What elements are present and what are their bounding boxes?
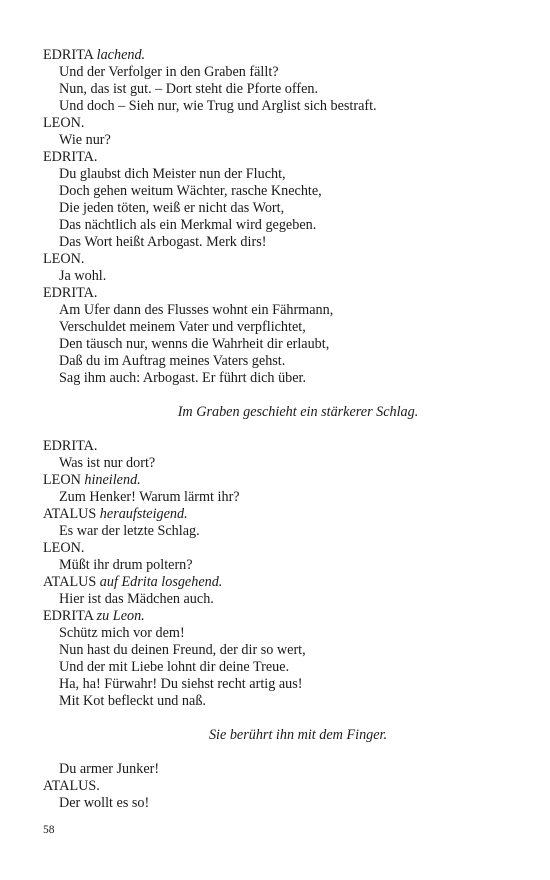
speaker-name: ATALUS. xyxy=(43,778,100,794)
verse-line: Nun hast du deinen Freund, der dir so wert, xyxy=(59,642,306,658)
verse-line: Ja wohl. xyxy=(59,268,107,284)
speaker-name: EDRITA. xyxy=(43,285,98,301)
speaker-line xyxy=(43,285,513,302)
verse-line: Doch gehen weitum Wächter, rasche Knechte, xyxy=(59,183,322,199)
speaker-line xyxy=(43,540,513,557)
speaker-name: ATALUS xyxy=(43,506,97,522)
verse-line: Du glaubst dich Meister nun der Flucht, xyxy=(59,166,286,182)
verse-line: Schütz mich vor dem! xyxy=(59,625,185,641)
speaker-line xyxy=(43,115,513,132)
speaker-name: ATALUS xyxy=(43,574,97,590)
drama-text xyxy=(43,47,513,812)
speaker-line xyxy=(43,506,513,523)
verse-line: Das Wort heißt Arbogast. Merk dirs! xyxy=(59,234,267,250)
verse-line: Was ist nur dort? xyxy=(59,455,156,471)
speaker-line xyxy=(43,438,513,455)
verse-line: Verschuldet meinem Vater und verpflichtet, xyxy=(59,319,306,335)
verse-line: Und der Verfolger in den Graben fällt? xyxy=(59,64,279,80)
verse-line: Es war der letzte Schlag. xyxy=(59,523,200,539)
speaker-name: EDRITA xyxy=(43,47,94,63)
speaker-name: EDRITA xyxy=(43,608,94,624)
verse-line: Und doch – Sieh nur, wie Trug und Arglist sich bestraft. xyxy=(59,98,377,114)
stage-direction-line: Sie berührt ihn mit dem Finger. xyxy=(208,727,388,743)
speaker-name: LEON xyxy=(43,472,81,488)
speaker-line xyxy=(43,608,513,625)
verse-line: Wie nur? xyxy=(59,132,111,148)
spacer xyxy=(43,387,513,404)
verse-line: Die jeden töten, weiß er nicht das Wort, xyxy=(59,200,285,216)
spacer xyxy=(43,744,513,761)
speaker-name: EDRITA. xyxy=(43,149,98,165)
page-number: 58 xyxy=(43,824,55,836)
verse-line: Der wollt es so! xyxy=(59,795,150,811)
stage-direction: auf Edrita losgehend. xyxy=(99,574,223,590)
stage-direction: zu Leon. xyxy=(96,608,145,624)
speaker-name: LEON. xyxy=(43,540,85,556)
stage-direction: lachend. xyxy=(96,47,146,63)
verse-line: Und der mit Liebe lohnt dir deine Treue. xyxy=(59,659,290,675)
speaker-line xyxy=(43,251,513,268)
verse-line: Das nächtlich als ein Merkmal wird gegeben. xyxy=(59,217,317,233)
verse-line: Daß du im Auftrag meines Vaters gehst. xyxy=(59,353,286,369)
speaker-name: LEON. xyxy=(43,115,85,131)
verse-line: Am Ufer dann des Flusses wohnt ein Fährmann, xyxy=(59,302,334,318)
speaker-line xyxy=(43,47,513,64)
verse-line: Zum Henker! Warum lärmt ihr? xyxy=(59,489,240,505)
verse-line: Den täusch nur, wenns die Wahrheit dir erlaubt, xyxy=(59,336,330,352)
stage-direction-line: Im Graben geschieht ein stärkerer Schlag. xyxy=(177,404,419,420)
spacer xyxy=(43,421,513,438)
verse-line: Mit Kot befleckt und naß. xyxy=(59,693,206,709)
verse-line: Sag ihm auch: Arbogast. Er führt dich über. xyxy=(59,370,307,386)
spacer xyxy=(43,710,513,727)
stage-direction: heraufsteigend. xyxy=(99,506,188,522)
speaker-name: EDRITA. xyxy=(43,438,98,454)
verse-line: Ha, ha! Fürwahr! Du siehst recht artig aus! xyxy=(59,676,303,692)
speaker-name: LEON. xyxy=(43,251,85,267)
stage-direction: hineilend. xyxy=(84,472,141,488)
speaker-line xyxy=(43,778,513,795)
speaker-line xyxy=(43,574,513,591)
verse-line: Nun, das ist gut. – Dort steht die Pforte offen. xyxy=(59,81,319,97)
speaker-line xyxy=(43,472,513,489)
verse-line: Hier ist das Mädchen auch. xyxy=(59,591,214,607)
verse-line: Müßt ihr drum poltern? xyxy=(59,557,193,573)
speaker-line xyxy=(43,149,513,166)
verse-line: Du armer Junker! xyxy=(59,761,160,777)
